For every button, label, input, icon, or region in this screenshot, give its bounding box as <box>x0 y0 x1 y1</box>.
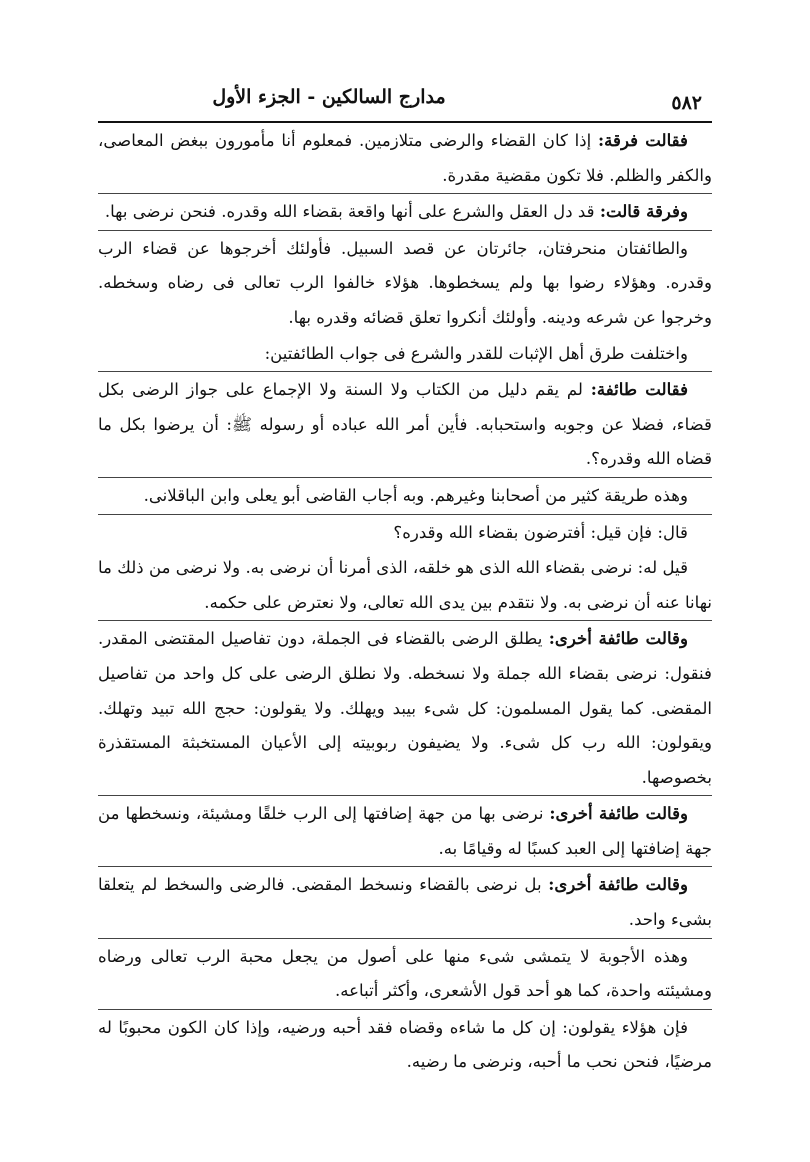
paragraph <box>98 336 712 373</box>
paragraph-body: قيل له: نرضى بقضاء الله الذى هو خلقه، الذى أمرنا أن نرضى به. ولا نرضى من ذلك ما نهانا عنه أن نرضى به. ولا نتقدم بين يدى الله تعالى، ولا نعترض على حكمه. <box>98 558 712 612</box>
paragraph <box>98 478 712 515</box>
paragraph-body: وهذه طريقة كثير من أصحابنا وغيرهم. وبه أجاب القاضى أبو يعلى وابن الباقلانى. <box>143 485 688 505</box>
paragraph <box>98 372 712 478</box>
paragraph-body: لم يقم دليل من الكتاب ولا السنة ولا الإجماع على جواز الرضى بكل قضاء، فضلا عن وجوبه واستحبابه. فأين أمر الله عباده أو رسوله ﷺ: أن يرضوا بكل ما قضاه الله وقدره؟. <box>98 380 712 469</box>
paragraph-lead: فقالت طائفة: <box>590 379 688 400</box>
page-number: ٥٨٢ <box>671 92 702 114</box>
paragraph <box>98 796 712 867</box>
paragraph-lead: وقالت طائفة أخرى: <box>548 628 688 649</box>
paragraph-lead: فقالت فرقة: <box>597 130 688 150</box>
paragraph-body: إذا كان القضاء والرضى متلازمين. فمعلوم أنا مأمورون ببغض المعاصى، والكفر والظلم. فلا تكون مقضية مقدرة. <box>98 131 712 185</box>
paragraph-lead: وقالت طائفة أخرى: <box>548 874 688 895</box>
paragraph <box>98 621 712 796</box>
paragraph-body: قال: فإن قيل: أفترضون بقضاء الله وقدره؟ <box>393 522 688 542</box>
paragraph <box>98 867 712 938</box>
paragraph-body: وهذه الأجوبة لا يتمشى شىء منها على أصول من يجعل محبة الرب تعالى ورضاه ومشيئته واحدة، كما هو أحد قول الأشعرى، وأكثر أتباعه. <box>98 946 712 1001</box>
paragraph-body: والطائفتان منحرفتان، جائرتان عن قصد السبيل. فأولئك أخرجوها عن قضاء الرب وقدره. وهؤلاء رضوا بها ولم يسخطوها. هؤلاء خالفوا الرب تعالى فى رضاه وسخطه. وخرجوا عن شرعه ودينه. وأولئك أنكروا تعلق قضائه وقدره بها. <box>98 238 712 327</box>
paragraph-lead: وقالت طائفة أخرى: <box>549 803 689 824</box>
body-text <box>98 123 712 1080</box>
paragraph-body: فإن هؤلاء يقولون: إن كل ما شاءه وقضاه فقد أحبه ورضيه، وإذا كان الكون محبوبًا له مرضيًا، فنحن نحب ما أحبه، ونرضى ما رضيه. <box>98 1017 712 1072</box>
paragraph-body: قد دل العقل والشرع على أنها واقعة بقضاء الله وقدره. فنحن نرضى بها. <box>104 202 600 222</box>
paragraph-body: بل نرضى بالقضاء ونسخط المقضى. فالرضى والسخط لم يتعلقا بشىء واحد. <box>98 875 712 930</box>
paragraph <box>98 194 712 231</box>
paragraph <box>98 550 712 621</box>
paragraph-lead: وفرقة قالت: <box>599 201 688 222</box>
paragraph-body: واختلفت طرق أهل الإثبات للقدر والشرع فى جواب الطائفتين: <box>264 343 688 363</box>
paragraph <box>98 1010 712 1080</box>
paragraph <box>98 123 712 194</box>
running-title: مدارج السالكين - الجزء الأول <box>212 86 446 108</box>
paragraph <box>98 231 712 336</box>
paragraph-body: يطلق الرضى بالقضاء فى الجملة، دون تفاصيل المقتضى المقدر. فنقول: نرضى بقضاء الله جملة ولا نسخطه. ولا نطلق الرضى على كل واحد من تفاصيل المقضى. كما يقول المسلمون: كل شىء بيبد ويهلك. ولا يقولون: حجج الله تبيد وتهلك. ويقولون: الله رب كل شىء. ولا يضيفون ربوبيته إلى الأعيان المستخبثة المستقذرة بخصوصها. <box>98 629 712 787</box>
paragraph-body: نرضى بها من جهة إضافتها إلى الرب خلقًا ومشيئة، ونسخطها من جهة إضافتها إلى العبد كسبًا له وقيامًا به. <box>98 804 712 858</box>
paragraph <box>98 515 712 551</box>
paragraph <box>98 939 712 1010</box>
